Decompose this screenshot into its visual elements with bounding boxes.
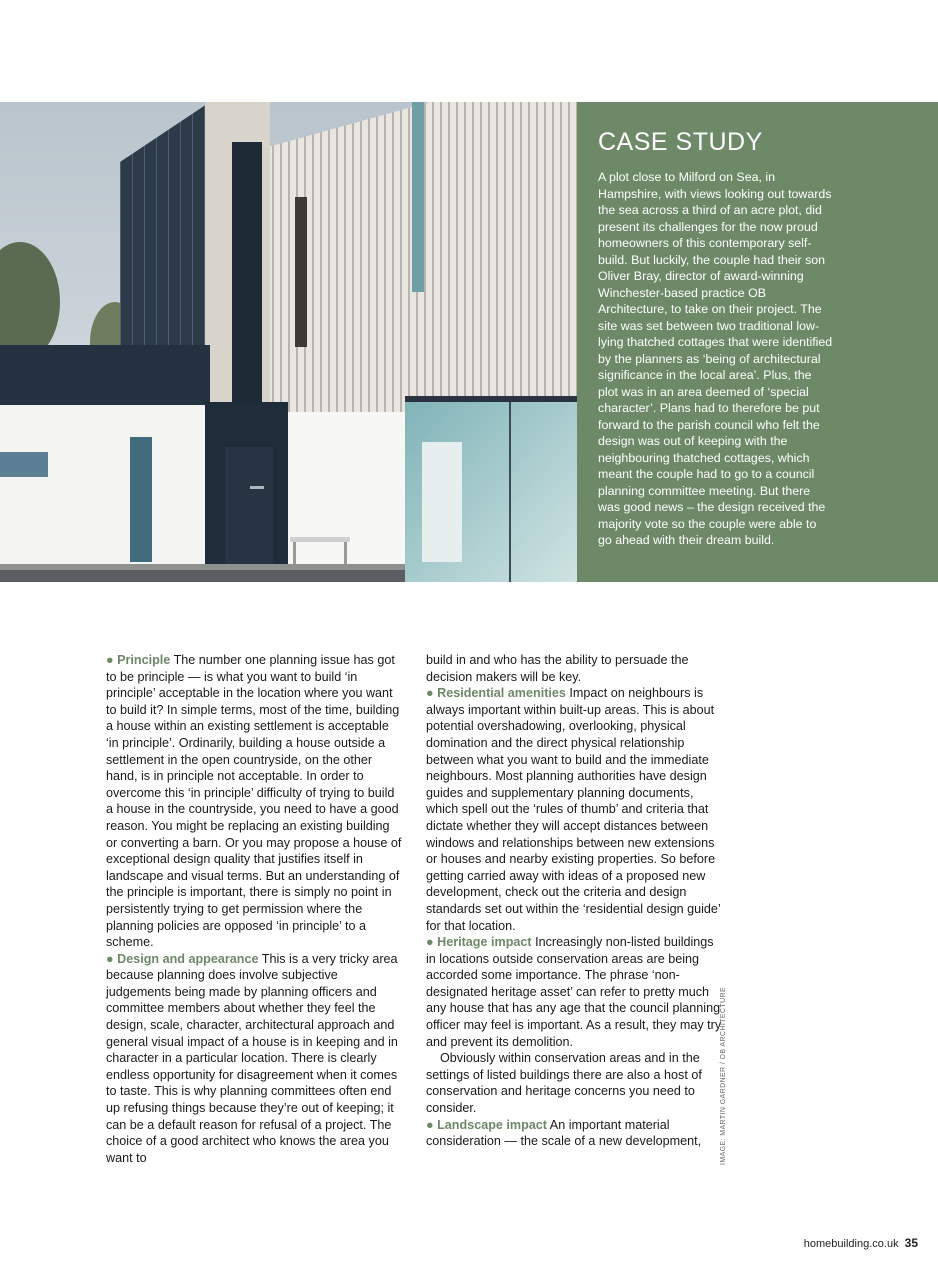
heritage-heading: Heritage impact <box>437 935 532 950</box>
landscape-heading: Landscape impact <box>437 1117 547 1132</box>
case-study-panel <box>577 102 938 582</box>
continuation-paragraph: build in and who has the ability to persuade the decision makers will be key. <box>426 653 689 684</box>
principle-text: The number one planning issue has got to be principle — is what you want to build ‘in principle’ acceptable in the location where you want to build it? In simple terms, most of the time, building a house within an existing settlement is acceptable ‘in principle’. Ordinarily, building a house outside a settlement in the open countryside, on the other hand, is in principle not acceptable. In order to overcome this ‘in principle’ difficulty of trying to build a house in the countryside, you need to have a good reason. You might be replacing an existing building or converting a barn. Or you may propose a house of exceptional design quality that justifies itself in landscape and visual terms. But an understanding of the principle is important, there is simply no point in persistently trying to get permission where the planning policies are opposed ‘in principle’ to a scheme. <box>106 653 402 950</box>
case-study-body: A plot close to Milford on Sea, in Hampshire, with views looking out towards the sea across a third of an acre plot, did present its challenges for the now proud homeowners of this contemporary self-build. But luckily, the couple had their son Oliver Bray, director of award-winning Winchester-based practice OB Architecture, to take on their project. The site was set between two traditional low-lying thatched cottages that were identified by the planners as ‘being of architectural significance in the local area’. Plus, the plot was in an area deemed of ‘special character’. Plans had to therefore be put forward to the parish council who felt the design was out of keeping with the neighbouring thatched cottages, which meant the couple had to go to a council planning committee meeting. But there was good news – the design received the majority vote so the couple were able to go ahead with their dream build. <box>598 170 833 547</box>
page-footer <box>804 1236 918 1250</box>
bullet-icon: ● <box>426 686 434 701</box>
residential-text: Impact on neighbours is always important within built-up areas. This is about potential overshadowing, overlooking, physical domination and the direct physical relationship between what you want to build and the immediate neighbours. Most planning authorities have design guides and supplementary planning documents, which spell out the ‘rules of thumb’ and criteria that dictate whether they will accept distances between windows and relationships between new extensions or houses and nearby existing properties. So before getting carried away with ideas of a proposed new development, check out the criteria and design standards set out within the ‘residential design guide’ for that location. <box>426 686 721 933</box>
residential-heading: Residential amenities <box>437 686 566 701</box>
page-number: 35 <box>904 1236 918 1250</box>
bullet-icon: ● <box>106 653 114 667</box>
bullet-icon: ● <box>106 951 114 966</box>
landscape-paragraph <box>426 1117 726 1150</box>
residential-paragraph <box>426 685 726 934</box>
case-study-title: CASE STUDY <box>598 128 763 156</box>
heritage-text: Increasingly non-listed buildings in locations outside conservation areas are being accorded some importance. The phrase ‘non-designated heritage asset’ can refer to pretty much any house that has any age that the council planning officer may feel is important. As a result, they may try and prevent its demolition. <box>426 935 722 1049</box>
article-column-1 <box>106 652 404 1166</box>
principle-heading: Principle <box>117 653 171 667</box>
heritage-paragraph-2: Obviously within conservation areas and in the settings of listed buildings there are also a host of conservation and heritage concerns you need to consider. <box>426 1051 702 1116</box>
image-credit: IMAGE: MARTIN GARDNER / OB ARCHITECTURE <box>720 986 727 1165</box>
bullet-icon: ● <box>426 935 434 950</box>
design-text: This is a very tricky area because planning does involve subjective judgements being made by planning officers and committee members about whether they feel the design, scale, character, architectural approach and general visual impact of a house is in keeping and in character in a particular location. There is clearly endless opportunity for disagreement when it comes to taste. This is why planning committees often end up refusing things because they’re out of keeping; it can be a default reason for refusal of a project. The choice of a good architect who knows the area you want to <box>106 951 398 1165</box>
principle-paragraph <box>106 652 404 951</box>
bullet-icon: ● <box>426 1117 434 1132</box>
house-photo <box>0 102 577 582</box>
site-url: homebuilding.co.uk <box>803 1238 899 1250</box>
landscape-text: An important material consideration — the scale of a new development, <box>426 1117 702 1149</box>
heritage-paragraph <box>426 934 726 1050</box>
design-paragraph <box>106 951 404 1167</box>
article-column-2 <box>426 652 726 1150</box>
design-heading: Design and appearance <box>117 951 259 966</box>
